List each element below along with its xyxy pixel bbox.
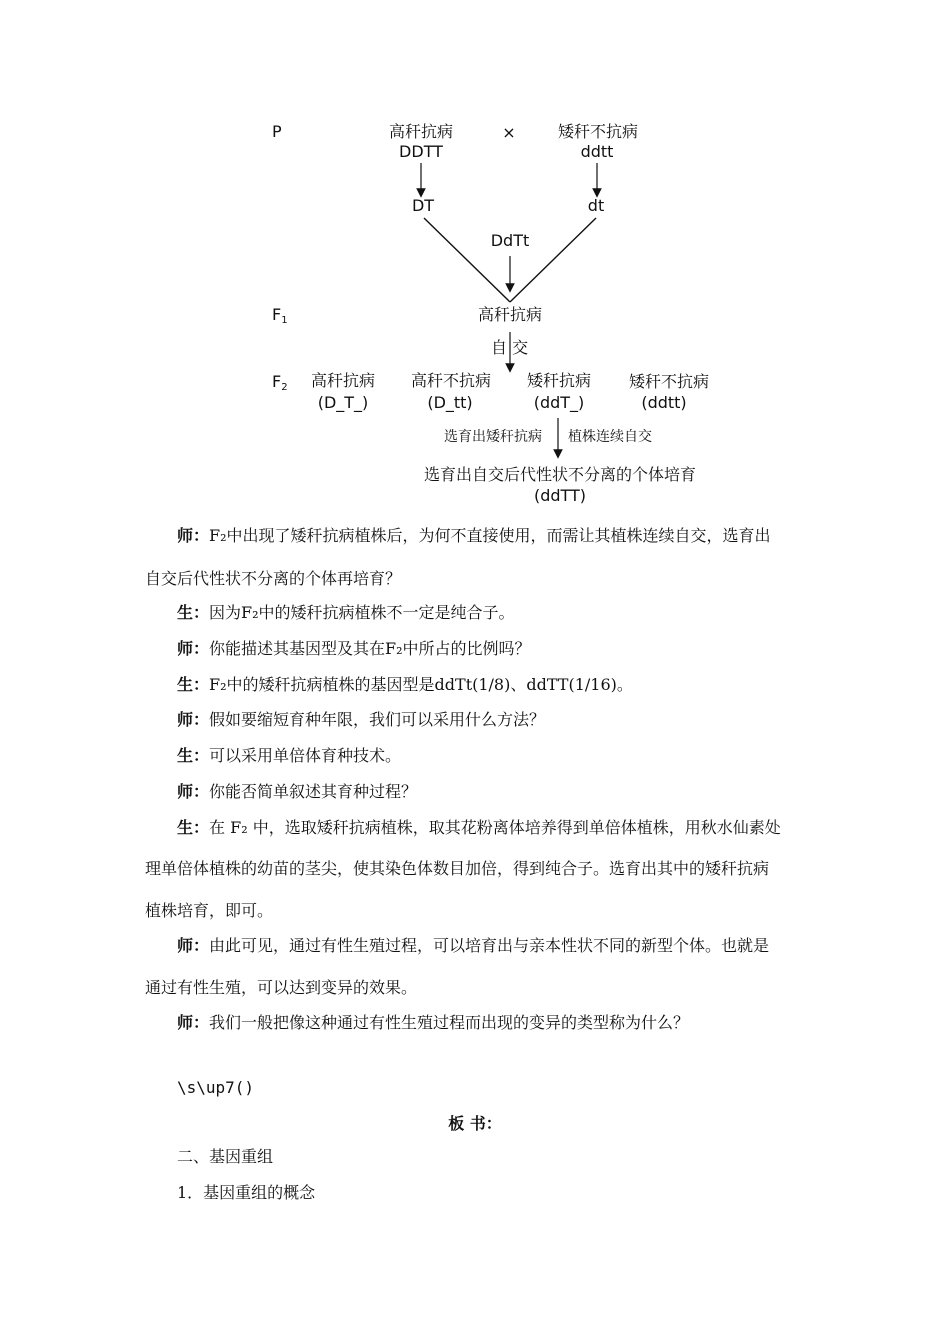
dialogue-line: 理单倍体植株的幼苗的茎尖，使其染色体数目加倍，得到纯合子。选育出其中的矮秆抗病 bbox=[145, 859, 770, 878]
dialogue-line: 植株培育，即可。 bbox=[145, 901, 274, 920]
f2-type-genotype: (D_tt) bbox=[427, 393, 473, 412]
speaker-label: 师： bbox=[177, 936, 210, 955]
selection-right-label: 植株连续自交 bbox=[568, 429, 652, 445]
speaker-label: 生： bbox=[177, 746, 210, 765]
dialogue-line: 师：你能描述其基因型及其在F₂中所占的比例吗？ bbox=[177, 639, 531, 658]
p-label: P bbox=[272, 122, 282, 141]
dialogue-line: 生：可以采用单倍体育种技术。 bbox=[177, 746, 402, 765]
speaker-label: 师： bbox=[177, 710, 210, 729]
field-code-line: \s\up7() bbox=[177, 1078, 255, 1097]
f1-label: $F_1$ bbox=[272, 305, 288, 326]
f2-type-name: 高秆抗病 bbox=[310, 371, 376, 390]
f2-label: $F_2$ bbox=[272, 372, 288, 393]
parent1-genotype: DDTT bbox=[399, 142, 443, 161]
parent2-genotype: ddtt bbox=[580, 142, 614, 161]
gamete-2: dt bbox=[587, 196, 605, 215]
parent2-name: 矮秆不抗病 bbox=[557, 122, 639, 141]
dialogue-line: 生：因为F₂中的矮秆抗病植株不一定是纯合子。 bbox=[177, 603, 515, 622]
f2-type-name: 矮秆抗病 bbox=[526, 371, 592, 390]
zygote-genotype: DdTt bbox=[490, 231, 530, 250]
cross-symbol: × bbox=[502, 123, 516, 142]
speaker-label: 师： bbox=[177, 639, 210, 658]
outline-item: 1．基因重组的概念 bbox=[177, 1183, 316, 1202]
speaker-label: 生： bbox=[177, 818, 210, 837]
dialogue-line: 师：假如要缩短育种年限，我们可以采用什么方法？ bbox=[177, 710, 546, 729]
f2-type-genotype: (ddT_) bbox=[533, 393, 585, 412]
parent1-name: 高秆抗病 bbox=[388, 122, 454, 141]
dialogue-line: 自交后代性状不分离的个体再培育？ bbox=[145, 569, 402, 588]
dialogue-line: 通过有性生殖，可以达到变异的效果。 bbox=[145, 978, 418, 997]
speaker-label: 师： bbox=[177, 1013, 210, 1032]
dialogue-line: 师：F₂中出现了矮秆抗病植株后，为何不直接使用，而需让其植株连续自交，选育出 bbox=[177, 526, 771, 545]
dialogue-line: 生：在 F₂ 中，选取矮秆抗病植株，取其花粉离体培养得到单倍体植株，用秋水仙素处 bbox=[177, 818, 781, 837]
breeding-diagram bbox=[0, 0, 950, 520]
f2-type-genotype: (D_T_) bbox=[317, 393, 369, 412]
dialogue-line: 师：你能否简单叙述其育种过程？ bbox=[177, 782, 418, 801]
gamete-1: DT bbox=[411, 196, 435, 215]
board-heading: 板 书： bbox=[448, 1114, 502, 1133]
speaker-label: 生： bbox=[177, 675, 210, 694]
f1-phenotype: 高秆抗病 bbox=[477, 305, 543, 324]
dialogue-line: 生：F₂中的矮秆抗病植株的基因型是ddTt(1/8)、ddTT(1/16)。 bbox=[177, 675, 633, 694]
f2-type-name: 矮秆不抗病 bbox=[628, 372, 710, 391]
selection-left-label: 选育出矮秆抗病 bbox=[444, 429, 542, 445]
final-selection-text: 选育出自交后代性状不分离的个体培育 bbox=[423, 465, 697, 484]
f2-type-name: 高秆不抗病 bbox=[410, 371, 492, 390]
dialogue-line: 师：由此可见，通过有性生殖过程，可以培育出与亲本性状不同的新型个体。也就是 bbox=[177, 936, 770, 955]
speaker-label: 生： bbox=[177, 603, 210, 622]
final-genotype: (ddTT) bbox=[533, 486, 587, 505]
speaker-label: 师： bbox=[177, 526, 210, 545]
f2-type-genotype: (ddtt) bbox=[641, 393, 687, 412]
speaker-label: 师： bbox=[177, 782, 210, 801]
dialogue-line: 师：我们一般把像这种通过有性生殖过程而出现的变异的类型称为什么？ bbox=[177, 1013, 690, 1032]
self-cross-label: 自 交 bbox=[491, 338, 529, 357]
outline-heading: 二、基因重组 bbox=[177, 1147, 274, 1166]
